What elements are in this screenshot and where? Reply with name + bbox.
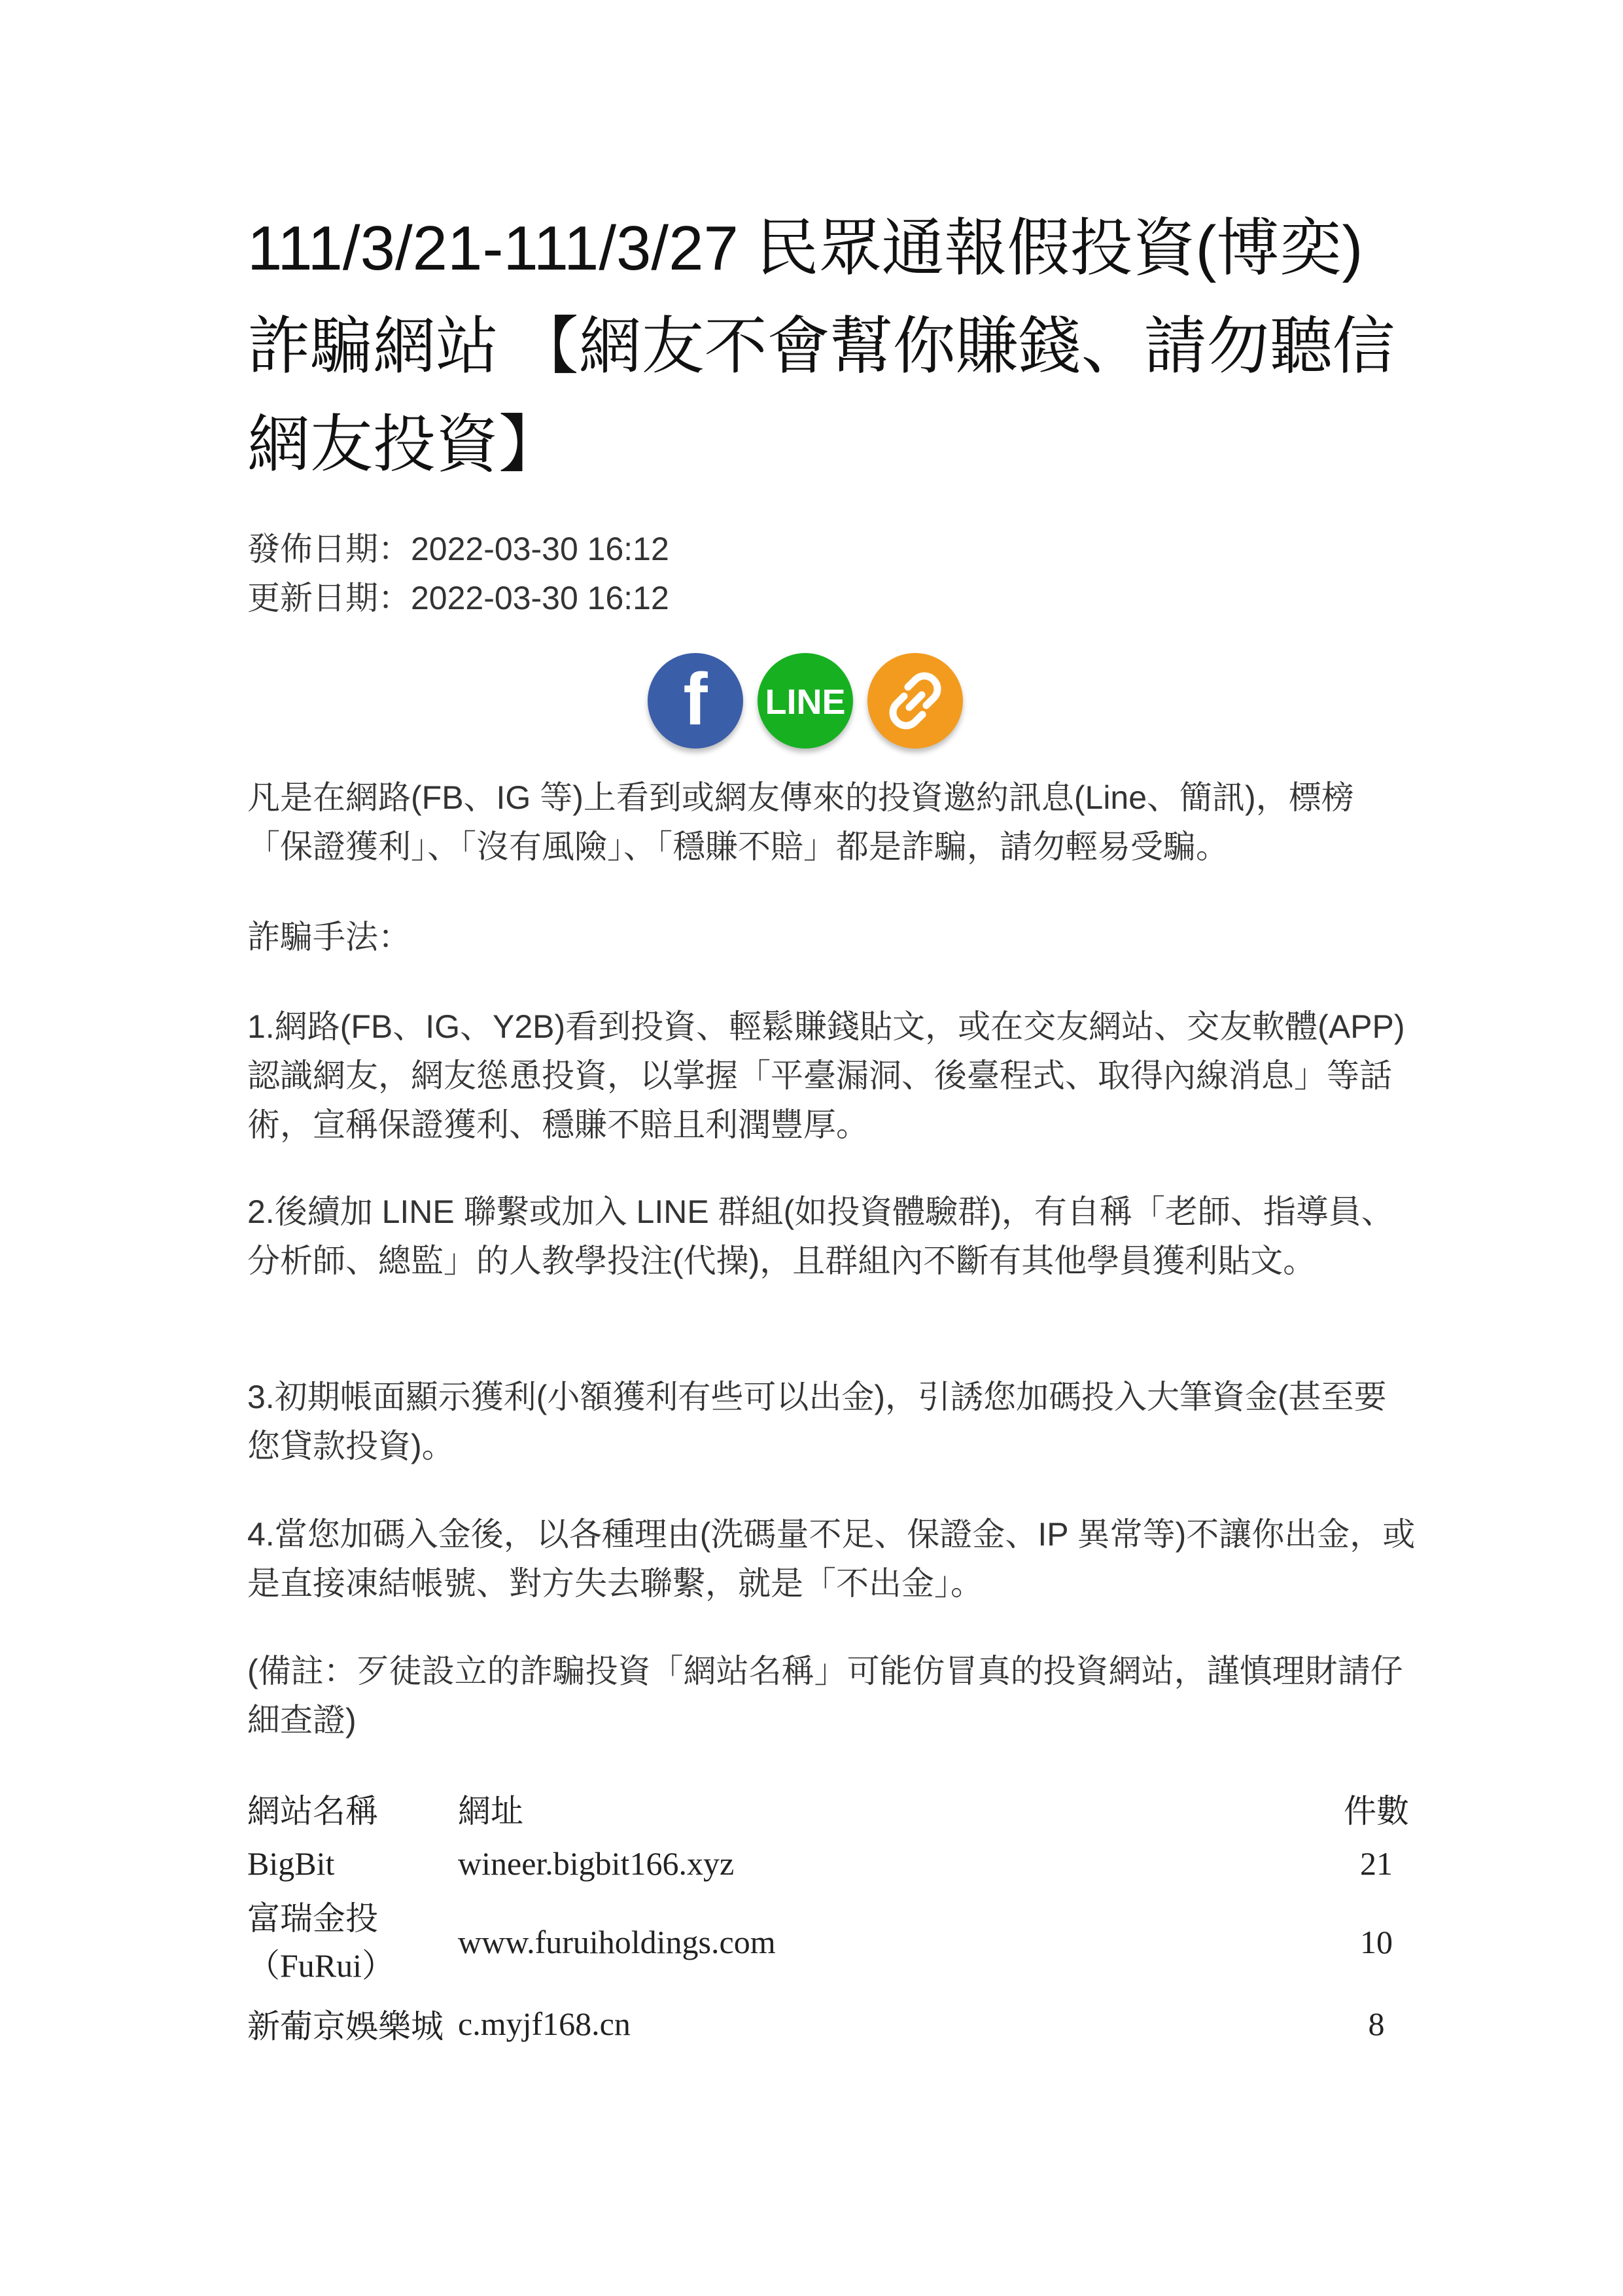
method-step-3: 3.初期帳面顯示獲利(小額獲利有些可以出金)，引誘您加碼投入大筆資金(甚至要您貸款投資)。 bbox=[247, 1379, 1387, 1464]
site-name-line-2: （FuRui） bbox=[247, 1947, 395, 1984]
site-url-header: 網址 bbox=[458, 1793, 523, 1829]
site-url: wineer.bigbit166.xyz bbox=[458, 1845, 735, 1882]
site-name bbox=[247, 1890, 458, 1994]
site-name-header: 網站名稱 bbox=[247, 1793, 378, 1829]
intro-paragraph: 凡是在網路(FB、IG 等)上看到或網友傳來的投資邀約訊息(Line、簡訊)，標榜「保證獲利」、「沒有風險」、「穩賺不賠」都是詐騙，請勿輕易受騙。 bbox=[247, 779, 1354, 865]
svg-text:LINE: LINE bbox=[765, 682, 846, 722]
table-row bbox=[247, 1890, 1425, 1994]
table-row bbox=[247, 1837, 1425, 1890]
report-count: 8 bbox=[1368, 2005, 1385, 2042]
method-step-4: 4.當您加碼入金後，以各種理由(洗碼量不足、保證金、IP 異常等)不讓你出金，或是直接凍結帳號、對方失去聯繫，就是「不出金」。 bbox=[247, 1516, 1416, 1602]
report-count: 21 bbox=[1360, 1845, 1393, 1882]
report-count: 10 bbox=[1360, 1924, 1393, 1960]
method-heading: 詐騙手法： bbox=[247, 919, 411, 955]
table-header-row bbox=[247, 1780, 1425, 1837]
facebook-share-button[interactable] bbox=[648, 653, 743, 749]
article-dates bbox=[247, 525, 669, 623]
report-count-header: 件數 bbox=[1344, 1793, 1409, 1829]
site-name-line-1: 富瑞金投 bbox=[247, 1900, 378, 1937]
share-buttons bbox=[648, 653, 963, 749]
site-name: 新葡京娛樂城 bbox=[247, 2008, 444, 2045]
investment-note: (備註：歹徒設立的詐騙投資「網站名稱」可能仿冒真的投資網站，謹慎理財請仔細查證) bbox=[247, 1653, 1403, 1739]
fraud-sites-table bbox=[247, 1780, 1425, 2053]
facebook-icon bbox=[669, 664, 722, 737]
site-name: BigBit bbox=[247, 1845, 335, 1882]
site-url: www.furuiholdings.com bbox=[458, 1924, 776, 1960]
method-step-2: 2.後續加 LINE 聯繫或加入 LINE 群組(如投資體驗群)，有自稱「老師、指導員、分析師、總監」的人教學投注(代操)，且群組內不斷有其他學員獲利貼文。 bbox=[247, 1193, 1394, 1279]
method-step-1: 1.網路(FB、IG、Y2B)看到投資、輕鬆賺錢貼文，或在交友網站、交友軟體(APP)認識網友，網友慫恿投資，以掌握「平臺漏洞、後臺程式、取得內線消息」等話術，宣稱保證獲利、穩賺不賠且利潤豐厚。 bbox=[247, 1008, 1405, 1143]
updated-date: 更新日期：2022-03-30 16:12 bbox=[247, 580, 669, 616]
line-share-button[interactable] bbox=[758, 653, 853, 749]
site-url: c.myjf168.cn bbox=[458, 2005, 631, 2042]
svg-text:f: f bbox=[683, 664, 708, 737]
line-icon bbox=[765, 678, 846, 724]
published-date: 發佈日期：2022-03-30 16:12 bbox=[247, 531, 669, 567]
link-icon bbox=[884, 669, 947, 732]
copy-link-button[interactable] bbox=[867, 653, 963, 749]
table-row bbox=[247, 1994, 1425, 2053]
article-title: 111/3/21-111/3/27 民眾通報假投資(博奕)詐騙網站 【網友不會幫你賺錢、請勿聽信網友投資】 bbox=[247, 213, 1395, 480]
